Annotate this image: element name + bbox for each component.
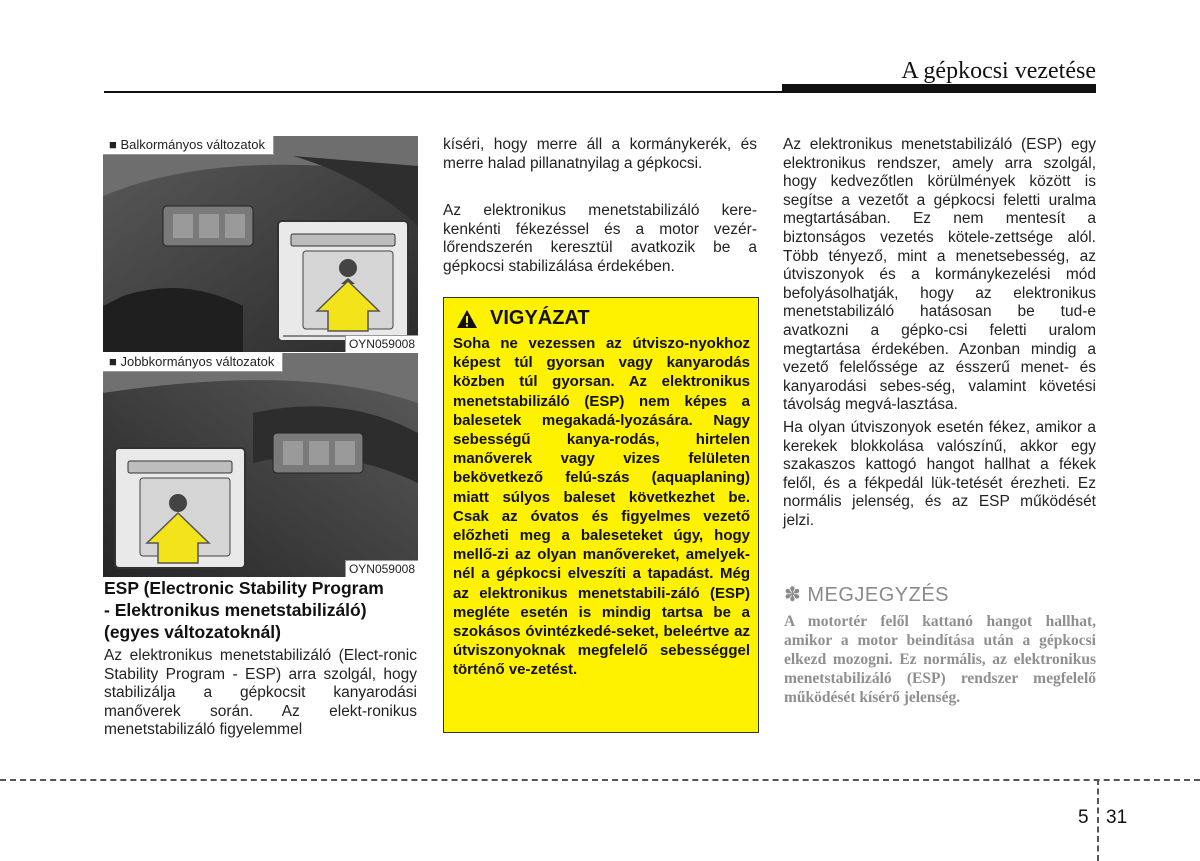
footer-page-divider <box>1097 779 1099 861</box>
right-column-text <box>783 136 1096 530</box>
middle-column-paragraph-2 <box>443 202 757 276</box>
figure-code: OYN059008 <box>345 560 418 577</box>
esp-heading-line: ESP (Electronic Stability Program <box>104 578 384 598</box>
page-number: 31 <box>1106 807 1128 828</box>
esp-heading-line: (egyes változatoknál) <box>104 622 281 642</box>
paragraph: Ha olyan útviszonyok esetén fékez, amikor a kerekek blokkolása valószínű, akkor egy szakaszos kattogó hangot hallhat a fékek felől, és a fékpedál lük-tetését érezheti. Ez normális jelenség, és az ESP működését jelzi. <box>783 418 1096 529</box>
paragraph: Az elektronikus menetstabilizáló (Elect-ronic Stability Program - ESP) arra szolgál, hogy stabilizálja a gépkocsit kanyarodási manőverek során. Az elekt-ronikus menetstabilizáló figyelemmel <box>104 647 417 739</box>
header-rule <box>104 91 782 93</box>
esp-heading-line: - Elektronikus menetstabilizáló) <box>104 600 367 620</box>
warning-text: Soha ne vezessen az útviszo-nyokhoz képest túl gyorsan vagy kanyarodás közben túl gyorsan. Az elektronikus menetstabilizáló (ESP) nem képes a balesetek megakadá-lyozására. Nagy sebességű kanya-rodás, hirtelen manőverek vagy vizes felületen bekövetkező felú-szás (aquaplaning) miatt súlyos baleset következhet be. Csak az óvatos és figyelmes vezető előzheti meg a baleseteket úgy, hogy mellő-zi az olyan manővereket, amelyek-nél a gépkocsi elveszíti a tapadást. Még az elektronikus menetstabili-záló (ESP) megléte esetén is mindig tartsa be a szokásos óvintézkedé-seket, beleértve az útviszonyoknak megfelelő sebességgel történő ve-zetést. <box>453 335 750 679</box>
warning-triangle-icon <box>456 309 478 329</box>
figure-right-hand-drive <box>103 353 418 577</box>
paragraph: kíséri, hogy merre áll a kormánykerék, és merre halad pillanatnyilag a gépkocsi. <box>443 136 757 172</box>
figure-code: OYN059008 <box>345 335 418 352</box>
paragraph: Az elektronikus menetstabilizáló (ESP) egy elektronikus rendszer, amely arra szolgál, hogy kedvezőtlen körülmények között is segítse a vezetőt a gépkocsi feletti uralma megtartásában. Ez nem mentesít a biztonságos vezetés kötele-zettsége alól. Több tényező, mint a menetsebesség, az útviszonyok és a kormánykezelési mód befolyásolhatják, hogy az elektronikus menetstabilizáló hatásosan be tud-e avatkozni a gépko-csi feletti uralom megtartása érdekében. Azonban mindig a vezető felelőssége az ésszerű menet- és kanyarodási sebes-ség, valamint követési távolság megvá-lasztása. <box>783 136 1096 414</box>
warning-title <box>456 307 590 330</box>
dashboard-switch-illustration <box>103 136 418 352</box>
esp-section-heading <box>104 577 422 643</box>
paragraph: Az elektronikus menetstabilizáló kere-kenkénti fékezéssel és a motor vezér-lőrendszerén keresztül avatkozik be a gépkocsi stabilizálása érdekében. <box>443 202 757 275</box>
page-header-title: A gépkocsi vezetése <box>901 58 1096 84</box>
esp-intro-text <box>104 647 417 740</box>
warning-box <box>443 297 759 733</box>
header-rule-bar <box>782 84 1096 93</box>
chapter-number: 5 <box>1078 807 1089 828</box>
figure-label: ■ Jobbkormányos változatok <box>103 353 283 372</box>
footer-divider <box>0 779 1200 781</box>
note-text: A motortér felől kattanó hangot hallhat, amikor a motor beindítása után a gépkocsi elkezd mozogni. Ez normális, az elektronikus menetstabilizáló (ESP) rendszer megfelelő működését kísérő jelenség. <box>784 613 1096 706</box>
dashboard-switch-illustration <box>103 353 418 577</box>
middle-column-paragraph-1 <box>443 136 757 173</box>
note-title: ✽ MEGJEGYZÉS <box>784 584 950 606</box>
figure-label: ■ Balkormányos változatok <box>103 136 274 155</box>
warning-title-text: VIGYÁZAT <box>490 307 590 329</box>
figure-left-hand-drive <box>103 136 418 352</box>
